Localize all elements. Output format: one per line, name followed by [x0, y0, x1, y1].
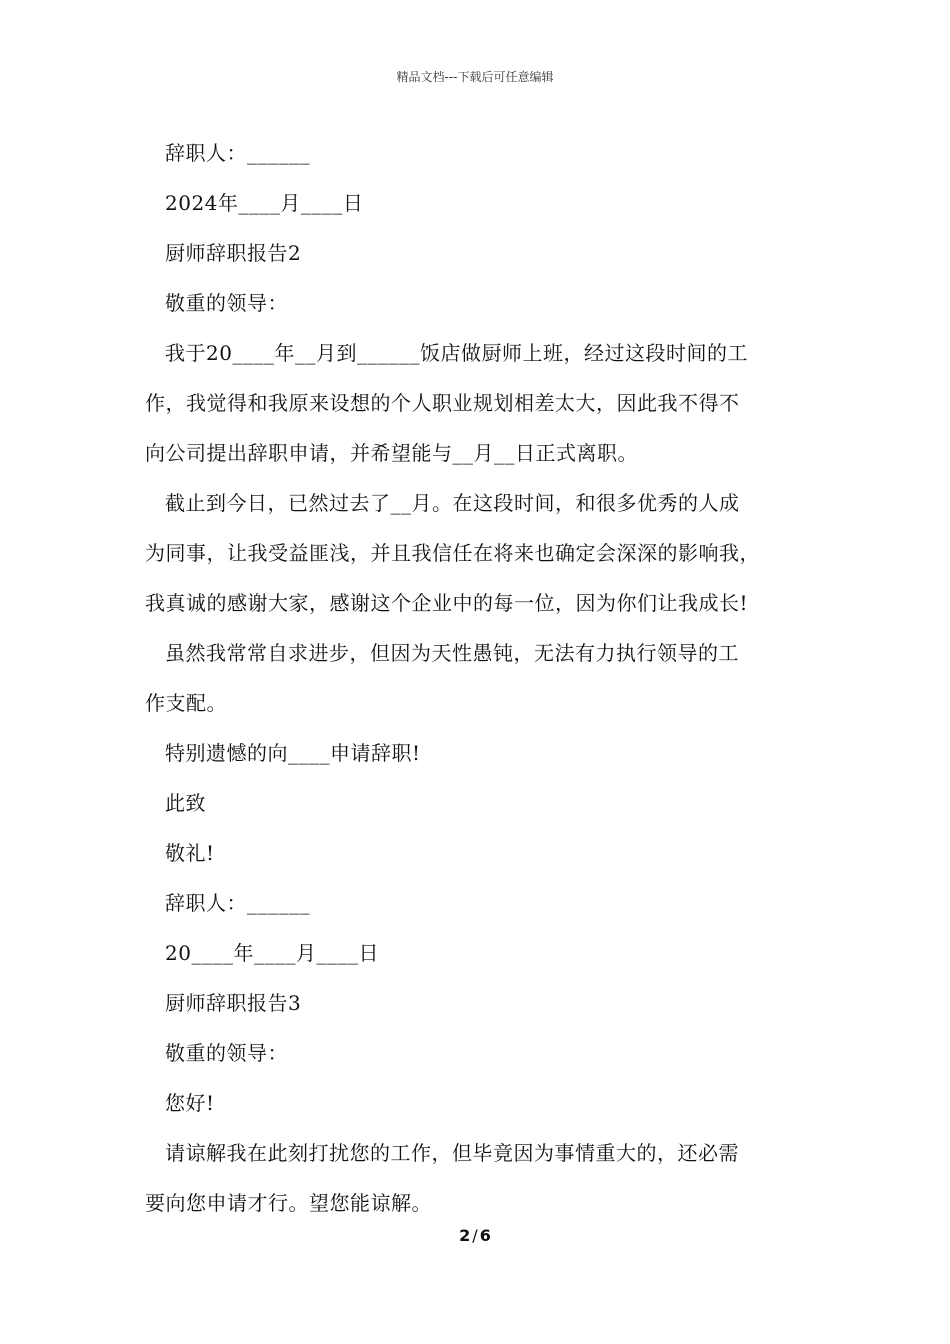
- greeting: 您好!: [165, 1091, 215, 1115]
- paragraph-line: 要向您申请才行。望您能谅解。: [145, 1191, 432, 1215]
- page-separator: /: [472, 1226, 478, 1245]
- salutation: 敬重的领导：: [165, 1041, 288, 1065]
- paragraph-line: 为同事，让我受益匪浅，并且我信任在将来也确定会深深的影响我，: [145, 541, 760, 565]
- section-title: 厨师辞职报告3: [165, 991, 302, 1015]
- document-body: [145, 128, 810, 1228]
- resigner-line: 辞职人：______: [165, 891, 310, 915]
- closing-line: 敬礼!: [165, 841, 215, 865]
- date-line: 2024年____月____日: [165, 191, 364, 215]
- date-line: 20____年____月____日: [165, 941, 379, 965]
- paragraph-line: 请谅解我在此刻打扰您的工作，但毕竟因为事情重大的，还必需: [165, 1141, 739, 1165]
- paragraph-line: 截止到今日，已然过去了__月。在这段时间，和很多优秀的人成: [165, 491, 740, 515]
- salutation: 敬重的领导：: [165, 291, 288, 315]
- section-title: 厨师辞职报告2: [165, 241, 302, 265]
- paragraph-line: 我真诚的感谢大家，感谢这个企业中的每一位，因为你们让我成长!: [145, 591, 749, 615]
- page-header: 精品文档---下载后可任意编辑: [396, 70, 554, 84]
- paragraph-line: 特别遗憾的向____申请辞职!: [165, 741, 421, 765]
- resigner-line: 辞职人：______: [165, 141, 310, 165]
- closing-line: 此致: [165, 791, 206, 815]
- paragraph-line: 作，我觉得和我原来设想的个人职业规划相差太大，因此我不得不: [145, 391, 740, 415]
- paragraph-line: 虽然我常常自求进步，但因为天性愚钝，无法有力执行领导的工: [165, 641, 739, 665]
- paragraph-line: 作支配。: [145, 691, 227, 715]
- page-number: [0, 1226, 950, 1245]
- total-pages: 6: [479, 1226, 491, 1245]
- paragraph-line: 我于20____年__月到______饭店做厨师上班，经过这段时间的工: [165, 341, 748, 365]
- current-page: 2: [459, 1226, 471, 1245]
- paragraph-line: 向公司提出辞职申请，并希望能与__月__日正式离职。: [145, 441, 638, 465]
